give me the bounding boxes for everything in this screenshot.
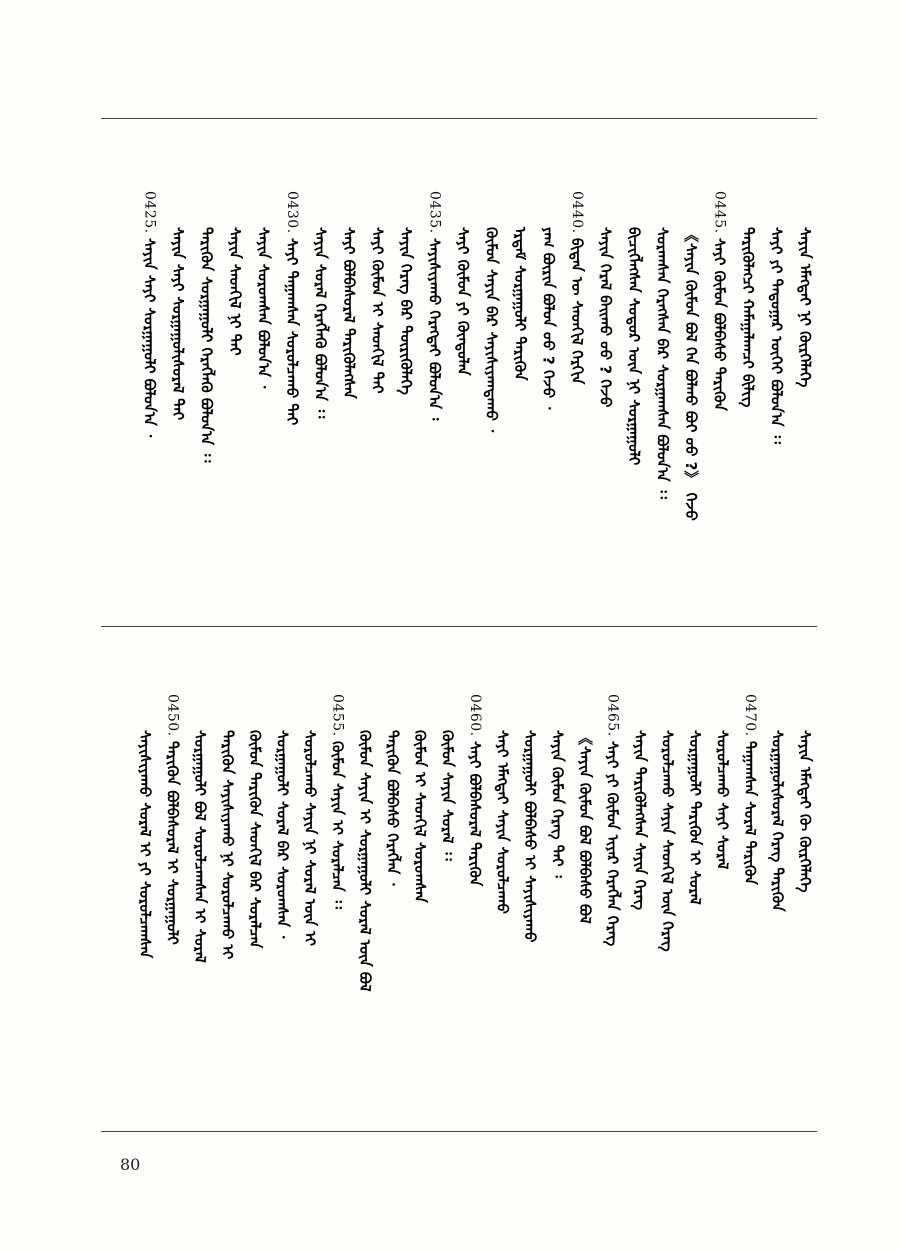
verse-text: ᠰᠠᠶᠢ ᠪᠣᠯᠪᠠᠰᠤᠷᠠᠯ ᠲᠡᠷᠢᠭᠦᠨ <box>466 740 484 886</box>
verse-line <box>224 227 246 356</box>
verse-line <box>424 191 446 420</box>
verse-text: ᠰᠤᠷᠤᠯᠴᠠᠬᠤ ᠰᠠᠶᠢ ᠰᠤᠷᠠᠯ <box>713 730 732 870</box>
verse-text: ᠰᠤᠷᠭᠠᠭᠤᠯᠢᠰᠤᠷᠠᠯ ᠬᠡᠷᠡᠭ ᠲᠡᠷᠢᠭᠦᠨ <box>768 730 787 912</box>
verse-text: ᠰᠠᠶᠢ ᠬᠦᠮᠦᠨ ᠪᠣᠯᠪᠠᠰᠤ ᠲᠡᠷᠢᠭᠦᠨ <box>710 237 729 411</box>
verse-text: ᠰᠤᠷᠤᠯᠴᠠᠬᠤ ᠰᠠᠶᠢᠨ ᠨᠢ ᠰᠤᠷᠠᠯ ᠦᠨ ᠢ <box>301 730 319 946</box>
verse-text: ᠰᠠᠶᠢᠨ ᠭᠡᠷᠡᠯ ᠪᠠᠢᠬᠤ ᠤᠤ ? ᠭᠡᠵᠦ <box>596 227 615 408</box>
verse-text: ᠰᠠᠶᠢᠨ ᠬᠦᠮᠦᠨ ᠬᠡᠷᠡᠭ ᠲᠡᠢ ᠄ <box>548 730 567 878</box>
verse-text: ᠲᠡᠷᠢᠭᠦᠨ ᠪᠣᠯᠪᠠᠰᠤ ᠬᠡᠷᠡᠭᠯᠡᠨ ᠂ <box>383 730 402 886</box>
verse-text: ᠰᠠᠶᠢᠨ ᠡᠮᠡᠭᠲᠡᠶ ᠨᠢ ᠬᠦᠷᠭᠡᠯᠡᠭᠡ <box>796 227 814 388</box>
verse-text: ᠰᠠᠶᠢ ᠡᠮᠡᠭᠲᠡᠢ ᠰᠠᠶᠢᠨ ᠰᠤᠷᠤᠯᠴᠠᠬᠤ <box>493 730 512 914</box>
verse-text: ᠲᠡᠷᠢᠭᠦᠨ ᠪᠣᠯᠪᠠᠰᠤᠷᠠᠯ ᠢ ᠰᠤᠷᠭᠠᠭᠤᠯᠢ <box>163 740 182 945</box>
verse-line <box>437 730 459 861</box>
page-number: 80 <box>120 1155 141 1174</box>
verse-number: 0455. <box>329 694 346 737</box>
verse-line <box>217 730 239 959</box>
verse-text: ᠰᠠᠶᠢᠨ ᠰᠤᠷᠠᠯ ᠬᠡᠷᠡᠭᠯᠡᠬᠦ ᠪᠣᠯᠤᠨ᠎ᠠ ᠄᠄ <box>311 227 330 419</box>
verse-line <box>310 227 332 418</box>
verse-line <box>134 730 156 958</box>
verse-text: ᠶᠠᠭ ᠪᠦᠷᠢᠨ ᠪᠣᠯᠤᠨ ᠤᠤ ? ᠭᠡᠵᠦ ᠂ <box>539 227 558 410</box>
verse-text: ᠰᠤᠷᠭᠠᠭᠤᠯᠢ ᠰᠤᠷᠠᠯ ᠪᠡᠷ ᠰᠤᠷᠤᠭᠰᠠᠨ ᠂ <box>273 730 292 939</box>
verse-line <box>244 730 266 948</box>
verse-text: ᠬᠦᠮᠦᠨ ᠲᠡᠷᠢᠭᠦᠨ ᠰᠡᠳᠬᠢᠯ ᠪᠡᠷ ᠰᠤᠷᠠᠯᠴᠠᠨ <box>246 730 264 949</box>
verse-text: ᠪᠢᠳᠡᠨ ᠦ ᠰᠡᠳᠬᠢᠯ ᠬᠡᠷᠬᠢᠨ <box>568 237 586 384</box>
verse-text: ᠰᠠᠶᠢᠰᠢᠶᠠᠬᠤ ᠰᠤᠷᠠᠯ ᠢ ᠶᠢ ᠰᠤᠷᠤᠯᠴᠠᠭᠰᠠᠨ <box>136 730 154 959</box>
verse-line <box>629 730 651 910</box>
verse-number: 0465. <box>604 694 621 737</box>
verse-text: ᠰᠠᠶᠢ ᠪᠣᠯᠪᠠᠰᠤᠷᠠᠯ ᠲᠡᠷᠢᠭᠦᠯᠡᠭᠰᠡᠨ <box>340 227 358 399</box>
verse-text: ᠰᠠᠶᠢᠨ ᠰᠠᠶᠢ ᠰᠤᠷᠭᠠᠭᠤᠯᠢ ᠪᠣᠯᠤᠨ᠎ᠠ ᠂ <box>140 237 159 437</box>
verse-text: ᠰᠠᠶᠢ ᠳᠠᠭᠠᠭᠰᠠᠨ ᠰᠤᠷᠤᠯᠴᠠᠬᠤ ᠲᠡᠢ <box>283 237 301 425</box>
verse-text: ᠰᠠᠶᠢᠰᠢᠶᠠᠬᠤ ᠬᠡᠷᠡᠭᠲᠡᠢ ᠪᠣᠯᠤᠨ᠎ᠠ ᠄ <box>425 237 444 420</box>
verse-line <box>623 227 645 465</box>
verse-line <box>162 694 184 944</box>
verse-line <box>519 730 541 942</box>
verse-line <box>709 191 731 410</box>
verse-line <box>794 227 816 387</box>
verse-line <box>139 191 161 437</box>
verse-line <box>409 730 431 903</box>
verse-text: ᠰᠤᠷᠠᠭᠰᠠᠨ ᠭᠡᠷᠡᠭᠰᠡᠨ ᠪᠡᠷ ᠰᠤᠷᠭᠠᠭᠰᠠᠨ ᠪᠣᠯᠤᠨ᠎ᠠ ᠄᠄ <box>653 227 672 499</box>
verse-text: ᠰᠤᠷᠭᠠᠭᠤᠯᠢ ᠪᠣᠯ ᠰᠤᠷᠤᠯᠴᠠᠭᠰᠠᠨ ᠢ ᠰᠤᠷᠠᠯ <box>191 730 209 963</box>
verse-line <box>566 191 588 384</box>
verse-line <box>794 730 816 892</box>
verse-number: 0470. <box>742 694 758 737</box>
verse-line <box>367 227 389 393</box>
verse-text: ᠰᠤᠷᠭᠠᠭᠤᠯᠢ ᠲᠡᠷᠢᠭᠦᠨ ᠢ ᠰᠤᠷᠠᠯ <box>686 730 704 905</box>
verse-number: 0460. <box>467 694 483 737</box>
verse-line <box>492 730 514 914</box>
verse-text: ᠲᠡᠷᠢᠭᠦᠯᠡᠭᠴᠢ ᠬᠠᠮᠠᠭᠠᠯᠠᠭᠴᠢ ᠪᠢᠯᠢᠭ <box>739 227 757 408</box>
verse-line <box>737 227 759 407</box>
verse-text: ᠰᠠᠶᠢ ᠬᠦᠮᠦᠨ ᠶᠢ ᠬᠦᠨᠳᠦᠯᠡᠨ <box>454 227 472 376</box>
verse-line <box>327 694 349 909</box>
verse-text: ᠳᠠᠭᠠᠭᠰᠠᠨ ᠰᠤᠷᠠᠯ ᠲᠡᠷᠢᠭᠦᠨ <box>741 740 759 885</box>
verse-text: ᠰᠤᠷᠤᠯᠴᠠᠬᠤ ᠰᠠᠶᠢᠨ ᠰᠡᠳᠬᠢᠯ ᠦᠨ ᠬᠡᠷᠡᠭ <box>658 730 677 952</box>
verse-text: ᠰᠠᠶᠢ ᠶᠢ ᠬᠦᠮᠦᠨ ᠢᠶᠡᠷ ᠬᠡᠷᠡᠭᠯᠡᠨ ᠬᠡᠷᠡᠭ <box>603 740 622 946</box>
verse-line <box>395 227 417 395</box>
verse-line <box>712 730 734 869</box>
verse-line <box>167 227 189 420</box>
verse-text: ᠰᠤᠷᠭᠠᠭᠤᠯᠢ ᠪᠣᠯᠪᠠᠰᠤ ᠢ ᠰᠠᠶᠢᠰᠢᠶᠠᠬᠤ <box>521 730 539 943</box>
verse-line <box>680 227 702 521</box>
verse-number: 0425. <box>141 191 158 234</box>
verse-line <box>481 227 503 432</box>
verse-text: ᠬᠦᠮᠦᠨ ᠰᠠᠶᠢᠨ ᠢ ᠰᠤᠷᠠᠯᠴᠠᠨ ᠄᠄ <box>328 740 347 909</box>
verse-text: ᠰᠠᠶᠢᠨ ᠰᠤᠷᠤᠭᠰᠠᠨ ᠪᠣᠯᠤᠨ᠎ᠠ ᠂ <box>254 227 273 389</box>
verse-line <box>595 227 617 407</box>
verse-line <box>281 191 303 425</box>
verse-text: ᠰᠠᠶᠢᠨ ᠬᠡᠷᠡᠭ ᠪᠡᠷ ᠳᠦᠷᠢᠭᠦᠯᠡᠭᠡ <box>397 227 415 395</box>
verse-text: ᠪᠢᠴᠢᠭᠯᠡᠭᠰᠡᠨ ᠰᠤᠳᠤᠷ ᠦᠨ ᠨᠢ ᠰᠤᠷᠭᠠᠭᠤᠯᠢ <box>625 227 643 466</box>
lower-text-block <box>101 627 817 1130</box>
verse-line <box>538 227 560 409</box>
verse-line <box>382 730 404 886</box>
verse-text: 《ᠰᠠᠶᠢᠨ ᠬᠦᠮᠦᠨ ᠪᠣᠯ ᠪᠣᠯᠪᠠᠰᠤ ᠪᠣᠯ <box>576 730 594 924</box>
verse-text: ᠰᠠᠶᠢ ᠬᠦᠮᠦᠨ ᠢ ᠰᠡᠳᠬᠢᠯ ᠲᠡᠢ <box>368 227 387 394</box>
verse-text: ᠰᠠᠶᠢ ᠶᠢ ᠲᠠᠳᠤᠭᠠᠷ ᠦᠭᠡᠢ ᠪᠣᠯᠤᠨ᠎ᠠ ᠄᠄ <box>767 227 786 444</box>
verse-line <box>602 694 624 946</box>
verse-line <box>509 227 531 381</box>
verse-text: ᠲᠡᠷᠢᠭᠦᠨ ᠰᠠᠶᠢᠰᠢᠶᠠᠬᠤ ᠨᠢ ᠰᠤᠷᠤᠯᠴᠠᠬᠤ ᠢ <box>218 730 237 960</box>
verse-text: ᠬᠦᠮᠦᠨ ᠢ ᠰᠡᠳᠬᠢᠯ ᠰᠤᠷᠤᠭᠰᠠᠨ <box>411 730 429 903</box>
verse-text: ᠰᠠᠶᠢᠨ ᠰᠡᠳᠬᠢᠯ ᠨᠢ ᠲᠡᠢ <box>226 227 244 356</box>
verse-text: ᠰᠠᠶᠢᠨ ᠡᠮᠡᠭᠲᠡᠶ ᠬᠦ ᠬᠦᠷᠭᠡᠯᠡᠭᠡ <box>796 730 814 893</box>
verse-line <box>767 730 789 912</box>
verse-line <box>574 730 596 924</box>
verse-line <box>299 730 321 946</box>
verse-line <box>338 227 360 399</box>
verse-number: 0450. <box>164 694 181 737</box>
verse-line <box>196 227 218 462</box>
bottom-rule <box>101 1131 817 1132</box>
verse-line <box>766 227 788 444</box>
verse-text: 《ᠰᠠᠶᠢᠨ ᠬᠦᠮᠦᠨ ᠪᠣᠯ ᠬᠡᠨ ᠪᠣᠯᠬᠤ ᠪᠤᠢ ᠤᠤ ?》 ᠭᠡᠵᠦ <box>682 227 700 521</box>
verse-line <box>464 694 486 886</box>
verse-line <box>272 730 294 938</box>
verse-line <box>739 694 761 884</box>
upper-text-block <box>101 119 817 625</box>
verse-text: ᠬᠦᠮᠦᠨ ᠰᠠᠶᠢᠨ ᠰᠤᠷᠠᠯ ᠄᠄ <box>438 730 457 861</box>
verse-line <box>253 227 275 388</box>
verse-text: ᠰᠠᠶᠢᠨ ᠰᠠᠶᠢ ᠰᠤᠷᠭᠠᠭᠤᠯᠢᠰᠤᠷᠠᠯ ᠲᠡᠢ <box>169 227 187 421</box>
verse-text: ᠲᠡᠷᠢᠭᠦᠨ ᠰᠤᠷᠭᠠᠭᠤᠯᠢ ᠬᠡᠷᠡᠭᠯᠡᠬᠦ ᠪᠣᠯᠤᠨ᠎ᠠ ᠄᠄ <box>197 227 216 463</box>
verse-line <box>452 227 474 376</box>
verse-line <box>657 730 679 952</box>
verse-text: ᠡᠷᠳᠡᠮ ᠰᠤᠷᠭᠠᠭᠤᠯᠢ ᠲᠡᠷᠢᠭᠦᠨ <box>511 227 529 381</box>
verse-text: ᠬᠦᠮᠦᠨ ᠰᠠᠶᠢᠨ ᠪᠡᠷ ᠰᠠᠶᠢᠰᠢᠶᠠᠭᠳᠠᠬᠤ ᠂ <box>482 227 501 433</box>
verse-line <box>652 227 674 499</box>
verse-text: ᠬᠦᠮᠦᠨ ᠰᠠᠶᠢᠨ ᠢ ᠰᠤᠷᠭᠠᠭᠤᠯᠢ ᠰᠤᠷᠠᠯ ᠦᠨ ᠪᠣᠯ <box>356 730 374 992</box>
verse-number: 0435. <box>426 191 443 234</box>
verse-number: 0430. <box>284 191 300 234</box>
verse-number: 0440. <box>569 191 585 234</box>
verse-text: ᠰᠠᠶᠢᠨ ᠲᠡᠷᠢᠭᠦᠯᠡᠭᠰᠡᠨ ᠰᠠᠶᠢᠨ ᠬᠡᠷᠡᠭ <box>631 730 649 911</box>
verse-line <box>189 730 211 963</box>
verse-line <box>354 730 376 992</box>
verse-line <box>684 730 706 905</box>
verse-line <box>547 730 569 878</box>
verse-number: 0445. <box>711 191 728 234</box>
